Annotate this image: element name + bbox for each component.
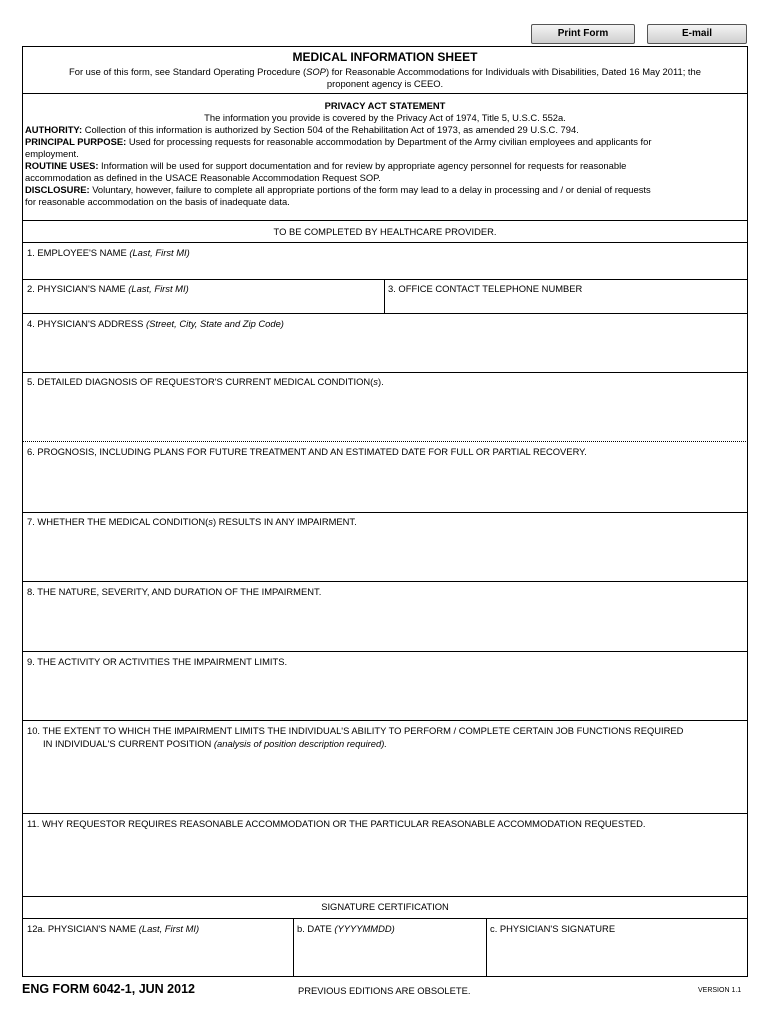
routine-text: Information will be used for support documentation and for review by appropriate agency personnel for requests for reasonable [98, 160, 627, 171]
intro-line-2: proponent agency is CEEO. [326, 78, 444, 89]
purpose-text: Used for processing requests for reasonable accommodation by Department of the Army civilian employees and applicants for [126, 136, 652, 147]
signature-heading: SIGNATURE CERTIFICATION [321, 901, 449, 912]
print-form-button[interactable]: Print Form [531, 24, 635, 44]
form-id: ENG FORM 6042-1, JUN 2012 [22, 982, 195, 996]
signature-name-label: 12a. PHYSICIAN'S NAME (Last, First MI) [27, 923, 200, 934]
authority-label: AUTHORITY: [25, 124, 83, 135]
physician-name-field[interactable] [23, 280, 383, 313]
obsolete-notice: PREVIOUS EDITIONS ARE OBSOLETE. [298, 985, 471, 996]
field-3-label: 3. OFFICE CONTACT TELEPHONE NUMBER [388, 283, 583, 294]
disclosure-text-2: for reasonable accommodation on the basis of inadequate data. [25, 196, 290, 207]
field-5-label: 5. DETAILED DIAGNOSIS OF REQUESTOR'S CURRENT MEDICAL CONDITION(s). [27, 376, 384, 387]
field-9-label: 9. THE ACTIVITY OR ACTIVITIES THE IMPAIRMENT LIMITS. [27, 656, 288, 667]
routine-text-2: accommodation as defined in the USACE Reasonable Accommodation Request SOP. [25, 172, 381, 183]
privacy-covered: The information you provide is covered by the Privacy Act of 1974, Title 5, U.S.C. 552a. [204, 112, 566, 123]
job-functions-field[interactable] [23, 721, 747, 813]
accommodation-reason-field[interactable] [23, 814, 747, 896]
field-6-label: 6. PROGNOSIS, INCLUDING PLANS FOR FUTURE TREATMENT AND AN ESTIMATED DATE FOR FULL OR PARTIAL RECOVERY. [27, 446, 587, 457]
field-2-label: 2. PHYSICIAN'S NAME (Last, First MI) [27, 283, 189, 294]
routine-label: ROUTINE USES: [25, 160, 99, 171]
form-title: MEDICAL INFORMATION SHEET [292, 50, 478, 64]
physician-signature-field[interactable] [487, 919, 747, 976]
divider [22, 220, 748, 221]
signature-physician-name-field[interactable] [23, 919, 292, 976]
employee-name-field[interactable] [23, 243, 747, 279]
privacy-disclosure [25, 184, 745, 196]
activity-limits-field[interactable] [23, 652, 747, 720]
privacy-authority [25, 124, 745, 136]
divider [22, 93, 748, 94]
provider-heading: TO BE COMPLETED BY HEALTHCARE PROVIDER. [273, 226, 497, 237]
intro-sop: SOP [306, 66, 326, 77]
field-1-label: 1. EMPLOYEE'S NAME (Last, First MI) [27, 247, 190, 258]
intro-text: For use of this form, see Standard Operating Procedure ( [69, 66, 307, 77]
purpose-text-2: employment. [25, 148, 79, 159]
privacy-routine [25, 160, 745, 172]
signature-date-field[interactable] [294, 919, 485, 976]
field-10-label-2: IN INDIVIDUAL'S CURRENT POSITION (analysis of position description required). [43, 738, 387, 749]
field-10-label: 10. THE EXTENT TO WHICH THE IMPAIRMENT LIMITS THE INDIVIDUAL'S ABILITY TO PERFORM / COMPLETE CERTAIN JOB FUNCTIONS REQUIRED [27, 725, 684, 736]
version-label: VERSION 1.1 [698, 987, 742, 994]
form-intro [22, 66, 748, 90]
privacy-heading: PRIVACY ACT STATEMENT [324, 100, 446, 111]
prognosis-field[interactable] [23, 442, 747, 511]
office-phone-field[interactable] [385, 280, 747, 313]
intro-text-end: ) for Reasonable Accommodations for Individuals with Disabilities, Dated 16 May 2011; the [325, 66, 701, 77]
purpose-label: PRINCIPAL PURPOSE: [25, 136, 127, 147]
field-4-label: 4. PHYSICIAN'S ADDRESS (Street, City, State and Zip Code) [27, 318, 284, 329]
impairment-field[interactable] [23, 513, 747, 581]
physician-address-field[interactable] [23, 314, 747, 372]
field-8-label: 8. THE NATURE, SEVERITY, AND DURATION OF THE IMPAIRMENT. [27, 586, 322, 597]
impairment-nature-field[interactable] [23, 582, 747, 651]
signature-date-label: b. DATE (YYYYMMDD) [297, 923, 395, 934]
diagnosis-field[interactable] [23, 373, 747, 440]
field-11-label: 11. WHY REQUESTOR REQUIRES REASONABLE ACCOMMODATION OR THE PARTICULAR REASONABLE ACCOMMODATION REQUESTED. [27, 818, 646, 829]
signature-physician-label: c. PHYSICIAN'S SIGNATURE [490, 923, 616, 934]
email-button[interactable]: E-mail [647, 24, 747, 44]
disclosure-text: Voluntary, however, failure to complete all appropriate portions of the form may lead to a delay in processing and / or denial of requests [89, 184, 651, 195]
privacy-act-statement [25, 100, 745, 208]
disclosure-label: DISCLOSURE: [25, 184, 90, 195]
authority-text: Collection of this information is authorized by Section 504 of the Rehabilitation Act of 1973, as amended 29 U.S.C. 794. [82, 124, 579, 135]
field-7-label: 7. WHETHER THE MEDICAL CONDITION(s) RESULTS IN ANY IMPAIRMENT. [27, 516, 357, 527]
divider [22, 896, 748, 897]
privacy-purpose [25, 136, 745, 148]
